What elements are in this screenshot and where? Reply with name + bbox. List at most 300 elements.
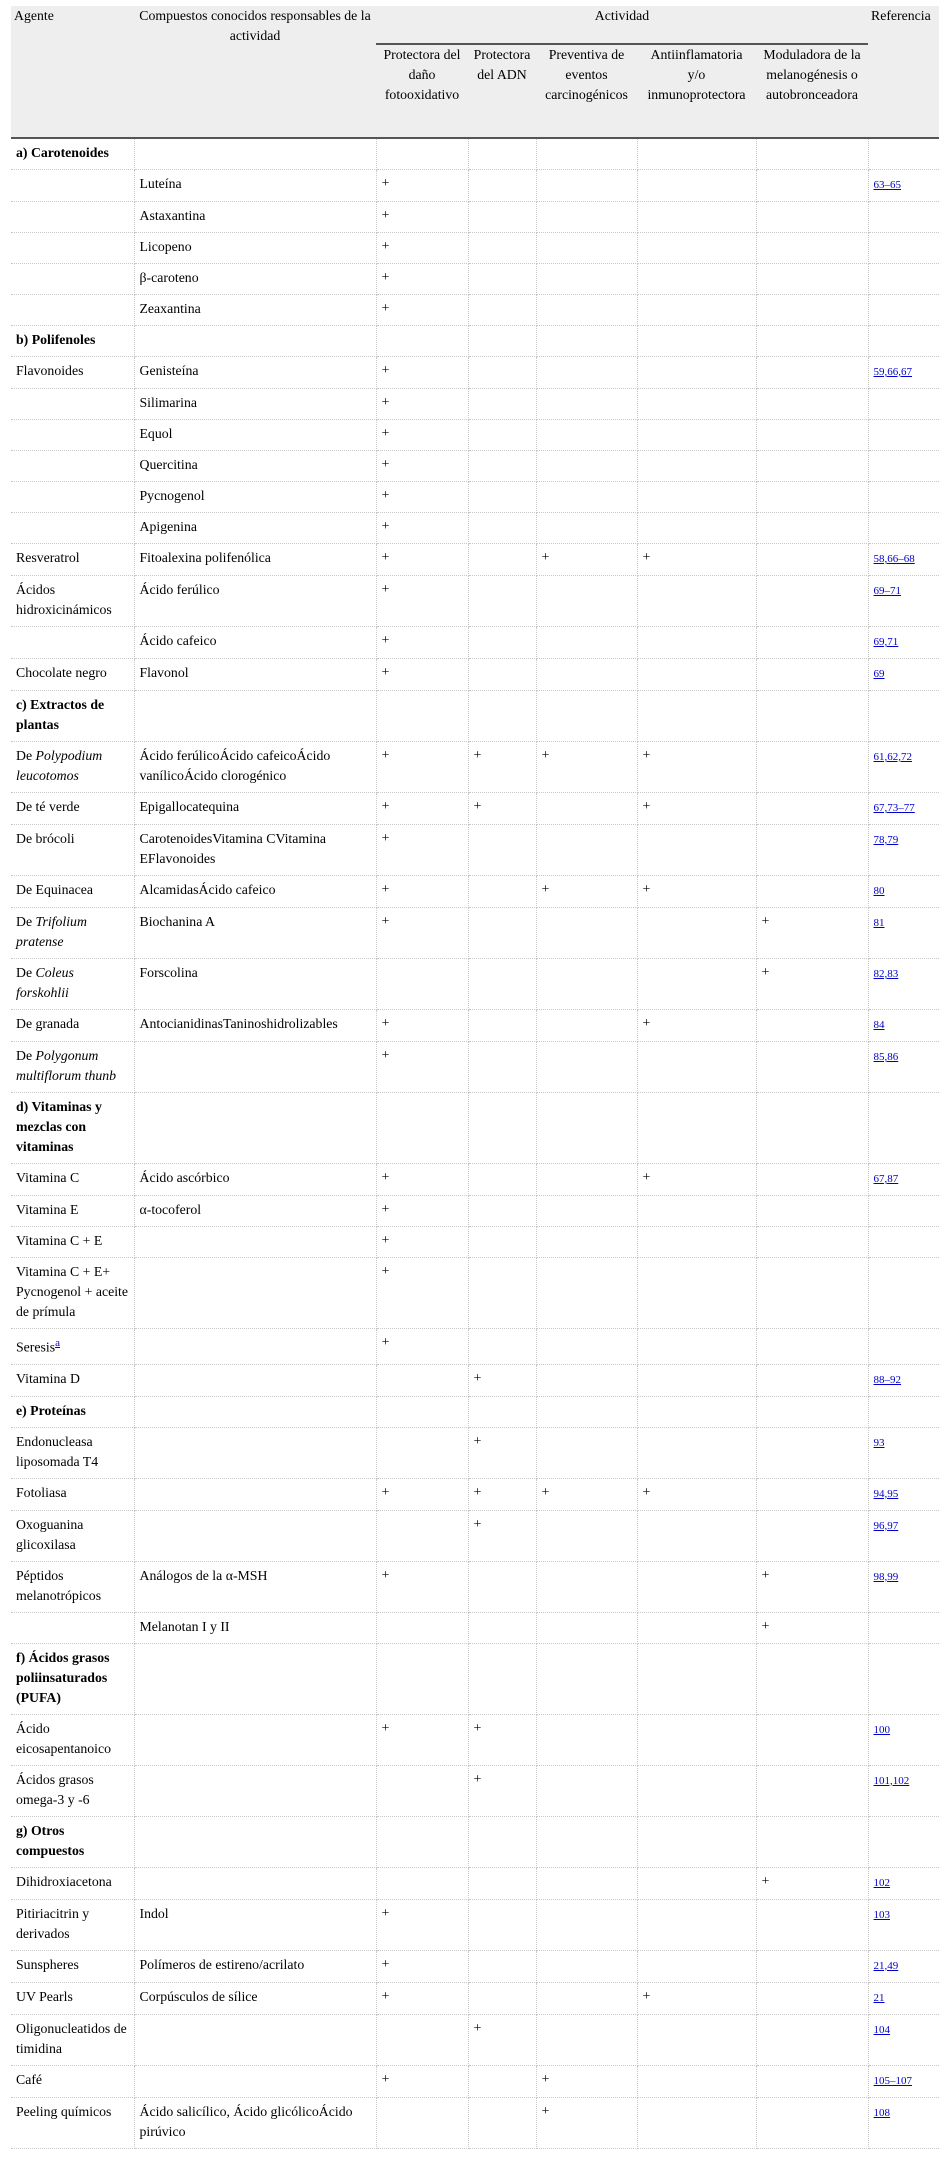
agent-cell bbox=[11, 1510, 134, 1561]
activity-mark bbox=[637, 1899, 756, 1950]
empty-cell bbox=[376, 1396, 468, 1427]
activity-mark bbox=[536, 627, 637, 659]
section-title: b) Polifenoles bbox=[11, 326, 134, 357]
compound-cell: Astaxantina bbox=[134, 202, 376, 233]
agent-name: De brócoli bbox=[16, 831, 75, 846]
activity-mark bbox=[536, 1010, 637, 1042]
section-title: e) Proteínas bbox=[11, 1396, 134, 1427]
activity-mark bbox=[536, 1867, 637, 1899]
agent-name: Vitamina C bbox=[16, 1170, 80, 1185]
empty-cell bbox=[868, 1643, 939, 1714]
table-row bbox=[11, 420, 939, 451]
activity-mark bbox=[756, 1164, 868, 1196]
activity-mark bbox=[468, 482, 536, 513]
activity-mark bbox=[468, 1010, 536, 1042]
activity-mark bbox=[376, 2014, 468, 2065]
table-row bbox=[11, 1227, 939, 1258]
activity-mark: + bbox=[376, 1561, 468, 1612]
agent-name: Flavonoides bbox=[16, 363, 84, 378]
reference-link[interactable]: 69–71 bbox=[873, 585, 902, 597]
activity-mark bbox=[756, 2065, 868, 2097]
agent-cell bbox=[11, 1561, 134, 1612]
section-row bbox=[11, 138, 939, 170]
activity-mark bbox=[637, 1427, 756, 1478]
reference-link[interactable]: 69,71 bbox=[873, 636, 899, 648]
reference-cell bbox=[868, 2014, 939, 2065]
activity-mark: + bbox=[376, 576, 468, 627]
activity-mark bbox=[536, 1510, 637, 1561]
reference-link[interactable]: 81 bbox=[873, 917, 885, 929]
empty-cell bbox=[756, 1643, 868, 1714]
activity-mark bbox=[376, 1612, 468, 1643]
activity-mark: + bbox=[376, 482, 468, 513]
table-row bbox=[11, 1867, 939, 1899]
compound-cell: β-caroteno bbox=[134, 264, 376, 295]
activity-mark: + bbox=[468, 793, 536, 825]
empty-cell bbox=[756, 691, 868, 742]
compound-cell: Apigenina bbox=[134, 513, 376, 544]
activity-mark bbox=[536, 1164, 637, 1196]
empty-cell bbox=[468, 1816, 536, 1867]
activity-mark bbox=[637, 959, 756, 1010]
agent-cell bbox=[11, 825, 134, 876]
empty-cell bbox=[868, 1816, 939, 1867]
activity-mark: + bbox=[376, 389, 468, 420]
empty-cell bbox=[536, 691, 637, 742]
table-row bbox=[11, 1329, 939, 1365]
agent-cell bbox=[11, 170, 134, 202]
agent-cell bbox=[11, 2065, 134, 2097]
reference-cell bbox=[868, 659, 939, 691]
compound-cell: Epigallocatequina bbox=[134, 793, 376, 825]
agent-cell bbox=[11, 1042, 134, 1093]
activity-mark bbox=[756, 264, 868, 295]
compound-cell: Genisteína bbox=[134, 357, 376, 389]
activity-mark bbox=[756, 1042, 868, 1093]
agent-prefix: De bbox=[16, 1048, 36, 1063]
activity-mark bbox=[536, 1227, 637, 1258]
agent-prefix: De bbox=[16, 965, 36, 980]
activity-mark: + bbox=[376, 357, 468, 389]
reference-cell bbox=[868, 825, 939, 876]
activity-mark bbox=[756, 1899, 868, 1950]
reference-link[interactable]: 96,97 bbox=[873, 1519, 899, 1532]
reference-link[interactable]: 82,83 bbox=[873, 968, 899, 980]
activity-mark bbox=[756, 2097, 868, 2148]
data-table bbox=[11, 6, 939, 2149]
activity-mark bbox=[637, 1867, 756, 1899]
table-row bbox=[11, 876, 939, 908]
compound-cell: Pycnogenol bbox=[134, 482, 376, 513]
table-row bbox=[11, 908, 939, 959]
agent-cell bbox=[11, 908, 134, 959]
reference-link[interactable]: 67,87 bbox=[873, 1173, 899, 1185]
activity-mark bbox=[756, 742, 868, 793]
compound-cell: Ácido ascórbico bbox=[134, 1164, 376, 1196]
section-title: c) Extractos de plantas bbox=[11, 691, 134, 742]
activity-mark: + bbox=[376, 264, 468, 295]
footnote-link[interactable]: a bbox=[55, 1337, 60, 1349]
activity-mark: + bbox=[536, 2097, 637, 2148]
compound-cell: Equol bbox=[134, 420, 376, 451]
agent-name: Ácido eicosapentanoico bbox=[16, 1720, 112, 1756]
agent-cell bbox=[11, 1427, 134, 1478]
activity-mark: + bbox=[468, 1765, 536, 1816]
activity-mark: + bbox=[376, 451, 468, 482]
empty-cell bbox=[134, 691, 376, 742]
reference-cell bbox=[868, 544, 939, 576]
activity-mark: + bbox=[376, 825, 468, 876]
reference-link[interactable]: 21 bbox=[873, 1991, 885, 2004]
activity-mark bbox=[468, 825, 536, 876]
reference-link[interactable]: 102 bbox=[873, 1876, 891, 1889]
activity-mark bbox=[756, 451, 868, 482]
table-row bbox=[11, 389, 939, 420]
activity-mark bbox=[468, 1867, 536, 1899]
activity-mark bbox=[637, 233, 756, 264]
reference-cell bbox=[868, 1478, 939, 1510]
section-row bbox=[11, 326, 939, 357]
reference-link[interactable]: 69 bbox=[873, 668, 885, 680]
activity-mark bbox=[756, 1427, 868, 1478]
activity-mark: + bbox=[376, 233, 468, 264]
activity-mark bbox=[468, 357, 536, 389]
activity-mark bbox=[756, 825, 868, 876]
activity-mark: + bbox=[376, 1950, 468, 1982]
activity-mark: + bbox=[376, 544, 468, 576]
activity-mark bbox=[468, 908, 536, 959]
agent-cell bbox=[11, 742, 134, 793]
compound-cell bbox=[134, 1227, 376, 1258]
activity-mark bbox=[637, 659, 756, 691]
agent-name: Dihidroxiacetona bbox=[16, 1873, 112, 1889]
table-row bbox=[11, 1042, 939, 1093]
reference-link[interactable]: 101,102 bbox=[873, 1774, 910, 1787]
table-row bbox=[11, 1427, 939, 1478]
activity-mark bbox=[376, 2097, 468, 2148]
agent-cell bbox=[11, 544, 134, 576]
compound-cell: Ácido ferúlicoÁcido cafeicoÁcido vanílicoÁcido clorogénico bbox=[134, 742, 376, 793]
agent-cell bbox=[11, 1982, 134, 2014]
activity-mark bbox=[536, 576, 637, 627]
activity-mark: + bbox=[536, 876, 637, 908]
compound-cell bbox=[134, 1329, 376, 1365]
reference-link[interactable]: 105–107 bbox=[873, 2074, 913, 2087]
activity-mark bbox=[756, 876, 868, 908]
table-row bbox=[11, 1164, 939, 1196]
activity-mark bbox=[756, 1364, 868, 1396]
agent-cell bbox=[11, 1478, 134, 1510]
compound-cell bbox=[134, 1427, 376, 1478]
table-row bbox=[11, 1714, 939, 1765]
reference-link[interactable]: 100 bbox=[873, 1723, 891, 1736]
reference-link[interactable]: 93 bbox=[873, 1436, 885, 1449]
activity-mark bbox=[468, 295, 536, 326]
compound-cell: Zeaxantina bbox=[134, 295, 376, 326]
reference-link[interactable]: 98,99 bbox=[873, 1570, 899, 1583]
col-antiinflamatoria: Antiinflamatoria y/o inmunoprotectora bbox=[637, 44, 756, 137]
compound-cell: AntocianidinasTaninoshidrolizables bbox=[134, 1010, 376, 1042]
activity-mark: + bbox=[376, 1042, 468, 1093]
activity-mark bbox=[468, 2097, 536, 2148]
reference-link[interactable]: 80 bbox=[873, 885, 885, 897]
activity-mark bbox=[756, 659, 868, 691]
agent-name: Vitamina D bbox=[16, 1370, 80, 1386]
activity-mark bbox=[536, 1196, 637, 1227]
activity-mark: + bbox=[376, 1010, 468, 1042]
activity-mark: + bbox=[536, 1478, 637, 1510]
agent-name: Oligonucleatidos de timidina bbox=[16, 2020, 127, 2056]
compound-cell bbox=[134, 1258, 376, 1329]
agent-name: Vitamina C + E bbox=[16, 1233, 103, 1248]
activity-mark bbox=[468, 513, 536, 544]
reference-link[interactable]: 84 bbox=[873, 1019, 885, 1031]
reference-cell bbox=[868, 908, 939, 959]
activity-mark bbox=[376, 1364, 468, 1396]
activity-mark: + bbox=[376, 1258, 468, 1329]
activity-mark bbox=[756, 2014, 868, 2065]
reference-cell bbox=[868, 1510, 939, 1561]
agent-cell bbox=[11, 451, 134, 482]
reference-cell bbox=[868, 1899, 939, 1950]
agent-name: De granada bbox=[16, 1016, 80, 1031]
agent-cell bbox=[11, 2014, 134, 2065]
empty-cell bbox=[637, 1643, 756, 1714]
activity-mark: + bbox=[468, 2014, 536, 2065]
agent-cell bbox=[11, 295, 134, 326]
agent-name: Oxoguanina glicoxilasa bbox=[16, 1516, 84, 1552]
activity-mark bbox=[637, 264, 756, 295]
compound-cell: Análogos de la α-MSH bbox=[134, 1561, 376, 1612]
reference-link[interactable]: 94,95 bbox=[873, 1487, 899, 1500]
table-row bbox=[11, 202, 939, 233]
activity-mark bbox=[637, 482, 756, 513]
activity-mark bbox=[756, 576, 868, 627]
reference-link[interactable]: 58,66–68 bbox=[873, 553, 915, 565]
agent-species: Polygonum multiflorum thunb bbox=[16, 1048, 117, 1083]
empty-cell bbox=[376, 691, 468, 742]
activity-mark bbox=[756, 1950, 868, 1982]
reference-cell bbox=[868, 202, 939, 233]
col-actividad: Actividad bbox=[376, 6, 868, 44]
activity-mark: + bbox=[637, 1010, 756, 1042]
empty-cell bbox=[637, 1816, 756, 1867]
reference-cell bbox=[868, 170, 939, 202]
activity-mark bbox=[756, 357, 868, 389]
activity-mark bbox=[536, 389, 637, 420]
activity-mark: + bbox=[376, 1227, 468, 1258]
reference-link[interactable]: 85,86 bbox=[873, 1051, 899, 1063]
activity-mark bbox=[468, 1982, 536, 2014]
activity-mark bbox=[468, 876, 536, 908]
agent-name: Pitiriacitrin y derivados bbox=[16, 1905, 90, 1941]
activity-mark bbox=[468, 959, 536, 1010]
activity-mark bbox=[468, 1899, 536, 1950]
reference-cell bbox=[868, 576, 939, 627]
empty-cell bbox=[376, 1093, 468, 1164]
activity-mark: + bbox=[637, 1982, 756, 2014]
activity-mark bbox=[756, 513, 868, 544]
activity-mark bbox=[637, 295, 756, 326]
reference-link[interactable]: 61,62,72 bbox=[873, 751, 913, 763]
reference-link[interactable]: 103 bbox=[873, 1908, 891, 1921]
agent-cell bbox=[11, 1258, 134, 1329]
compound-cell bbox=[134, 1042, 376, 1093]
empty-cell bbox=[637, 1093, 756, 1164]
empty-cell bbox=[637, 691, 756, 742]
reference-cell bbox=[868, 2065, 939, 2097]
empty-cell bbox=[637, 326, 756, 357]
table-row bbox=[11, 2065, 939, 2097]
compound-cell bbox=[134, 1510, 376, 1561]
table-row bbox=[11, 1982, 939, 2014]
empty-cell bbox=[536, 1093, 637, 1164]
activity-mark bbox=[536, 170, 637, 202]
compound-cell: Ácido ferúlico bbox=[134, 576, 376, 627]
activity-mark bbox=[637, 1364, 756, 1396]
compound-cell: Fitoalexina polifenólica bbox=[134, 544, 376, 576]
reference-cell bbox=[868, 482, 939, 513]
col-referencia: Referencia bbox=[868, 6, 939, 137]
section-row bbox=[11, 1643, 939, 1714]
compound-cell bbox=[134, 1765, 376, 1816]
reference-cell bbox=[868, 1329, 939, 1365]
reference-cell bbox=[868, 295, 939, 326]
reference-cell bbox=[868, 513, 939, 544]
table-row bbox=[11, 233, 939, 264]
table-row bbox=[11, 1950, 939, 1982]
activity-mark bbox=[468, 170, 536, 202]
empty-cell bbox=[637, 1396, 756, 1427]
empty-cell bbox=[536, 326, 637, 357]
activity-mark: + bbox=[468, 1510, 536, 1561]
agent-species: Trifolium pratense bbox=[16, 914, 87, 949]
activity-mark: + bbox=[536, 544, 637, 576]
table-row bbox=[11, 1478, 939, 1510]
table-row bbox=[11, 793, 939, 825]
activity-mark: + bbox=[637, 1478, 756, 1510]
agent-cell bbox=[11, 1950, 134, 1982]
table-row bbox=[11, 576, 939, 627]
empty-cell bbox=[756, 1816, 868, 1867]
table-row bbox=[11, 1765, 939, 1816]
empty-cell bbox=[536, 1816, 637, 1867]
reference-cell bbox=[868, 1982, 939, 2014]
empty-cell bbox=[756, 138, 868, 170]
empty-cell bbox=[868, 326, 939, 357]
reference-link[interactable]: 21,49 bbox=[873, 1959, 899, 1972]
empty-cell bbox=[868, 1396, 939, 1427]
activity-mark bbox=[637, 1612, 756, 1643]
activity-mark bbox=[756, 420, 868, 451]
activity-mark bbox=[536, 357, 637, 389]
compound-cell: Silimarina bbox=[134, 389, 376, 420]
agent-name: Vitamina E bbox=[16, 1202, 79, 1217]
table-row bbox=[11, 1612, 939, 1643]
agent-name: Fotoliasa bbox=[16, 1484, 67, 1500]
table-row bbox=[11, 1196, 939, 1227]
empty-cell bbox=[468, 691, 536, 742]
activity-mark: + bbox=[376, 1714, 468, 1765]
activity-mark bbox=[468, 451, 536, 482]
activity-mark bbox=[468, 659, 536, 691]
activity-mark: + bbox=[376, 1196, 468, 1227]
activity-mark bbox=[536, 264, 637, 295]
reference-link[interactable]: 104 bbox=[873, 2023, 891, 2036]
activity-mark: + bbox=[637, 876, 756, 908]
empty-cell bbox=[868, 138, 939, 170]
reference-cell bbox=[868, 1010, 939, 1042]
agent-name: Chocolate negro bbox=[16, 665, 107, 680]
table-row bbox=[11, 544, 939, 576]
activity-mark bbox=[756, 202, 868, 233]
activity-mark: + bbox=[376, 793, 468, 825]
compound-cell: Biochanina A bbox=[134, 908, 376, 959]
agent-cell bbox=[11, 1612, 134, 1643]
agent-cell bbox=[11, 1714, 134, 1765]
agent-cell bbox=[11, 1364, 134, 1396]
table-row bbox=[11, 1010, 939, 1042]
compound-cell: Polímeros de estireno/acrilato bbox=[134, 1950, 376, 1982]
table-body bbox=[11, 138, 939, 2148]
reference-link[interactable]: 88–92 bbox=[873, 1373, 902, 1386]
agent-name: Peeling químicos bbox=[16, 2103, 112, 2119]
activity-mark bbox=[468, 1561, 536, 1612]
activity-mark bbox=[536, 2014, 637, 2065]
empty-cell bbox=[134, 1396, 376, 1427]
activity-mark bbox=[376, 1510, 468, 1561]
activity-mark bbox=[637, 451, 756, 482]
activity-mark bbox=[756, 1478, 868, 1510]
activity-mark: + bbox=[376, 627, 468, 659]
activity-mark bbox=[536, 1427, 637, 1478]
activity-mark bbox=[536, 1364, 637, 1396]
table-row bbox=[11, 264, 939, 295]
empty-cell bbox=[134, 138, 376, 170]
reference-cell bbox=[868, 1164, 939, 1196]
table-row bbox=[11, 170, 939, 202]
agent-name: UV Pearls bbox=[16, 1988, 73, 2004]
empty-cell bbox=[134, 1093, 376, 1164]
activity-mark bbox=[468, 2065, 536, 2097]
compound-cell bbox=[134, 1478, 376, 1510]
activity-mark bbox=[637, 2014, 756, 2065]
agent-cell bbox=[11, 1329, 134, 1365]
reference-link[interactable]: 78,79 bbox=[873, 834, 899, 846]
activity-mark bbox=[756, 295, 868, 326]
empty-cell bbox=[756, 1396, 868, 1427]
activity-mark bbox=[756, 544, 868, 576]
compound-cell: Licopeno bbox=[134, 233, 376, 264]
activity-mark bbox=[468, 1042, 536, 1093]
activity-mark bbox=[536, 1561, 637, 1612]
activity-mark bbox=[536, 1950, 637, 1982]
activity-mark: + bbox=[468, 1364, 536, 1396]
reference-cell bbox=[868, 2097, 939, 2148]
activity-mark bbox=[637, 2065, 756, 2097]
activity-mark bbox=[468, 1612, 536, 1643]
table-row bbox=[11, 1510, 939, 1561]
empty-cell bbox=[376, 1816, 468, 1867]
activity-mark: + bbox=[376, 1164, 468, 1196]
reference-cell bbox=[868, 742, 939, 793]
reference-link[interactable]: 67,73–77 bbox=[873, 802, 915, 814]
reference-link[interactable]: 63–65 bbox=[873, 179, 902, 191]
reference-link[interactable]: 108 bbox=[873, 2106, 891, 2119]
activity-mark: + bbox=[376, 659, 468, 691]
activity-mark: + bbox=[468, 742, 536, 793]
reference-link[interactable]: 59,66,67 bbox=[873, 366, 913, 378]
